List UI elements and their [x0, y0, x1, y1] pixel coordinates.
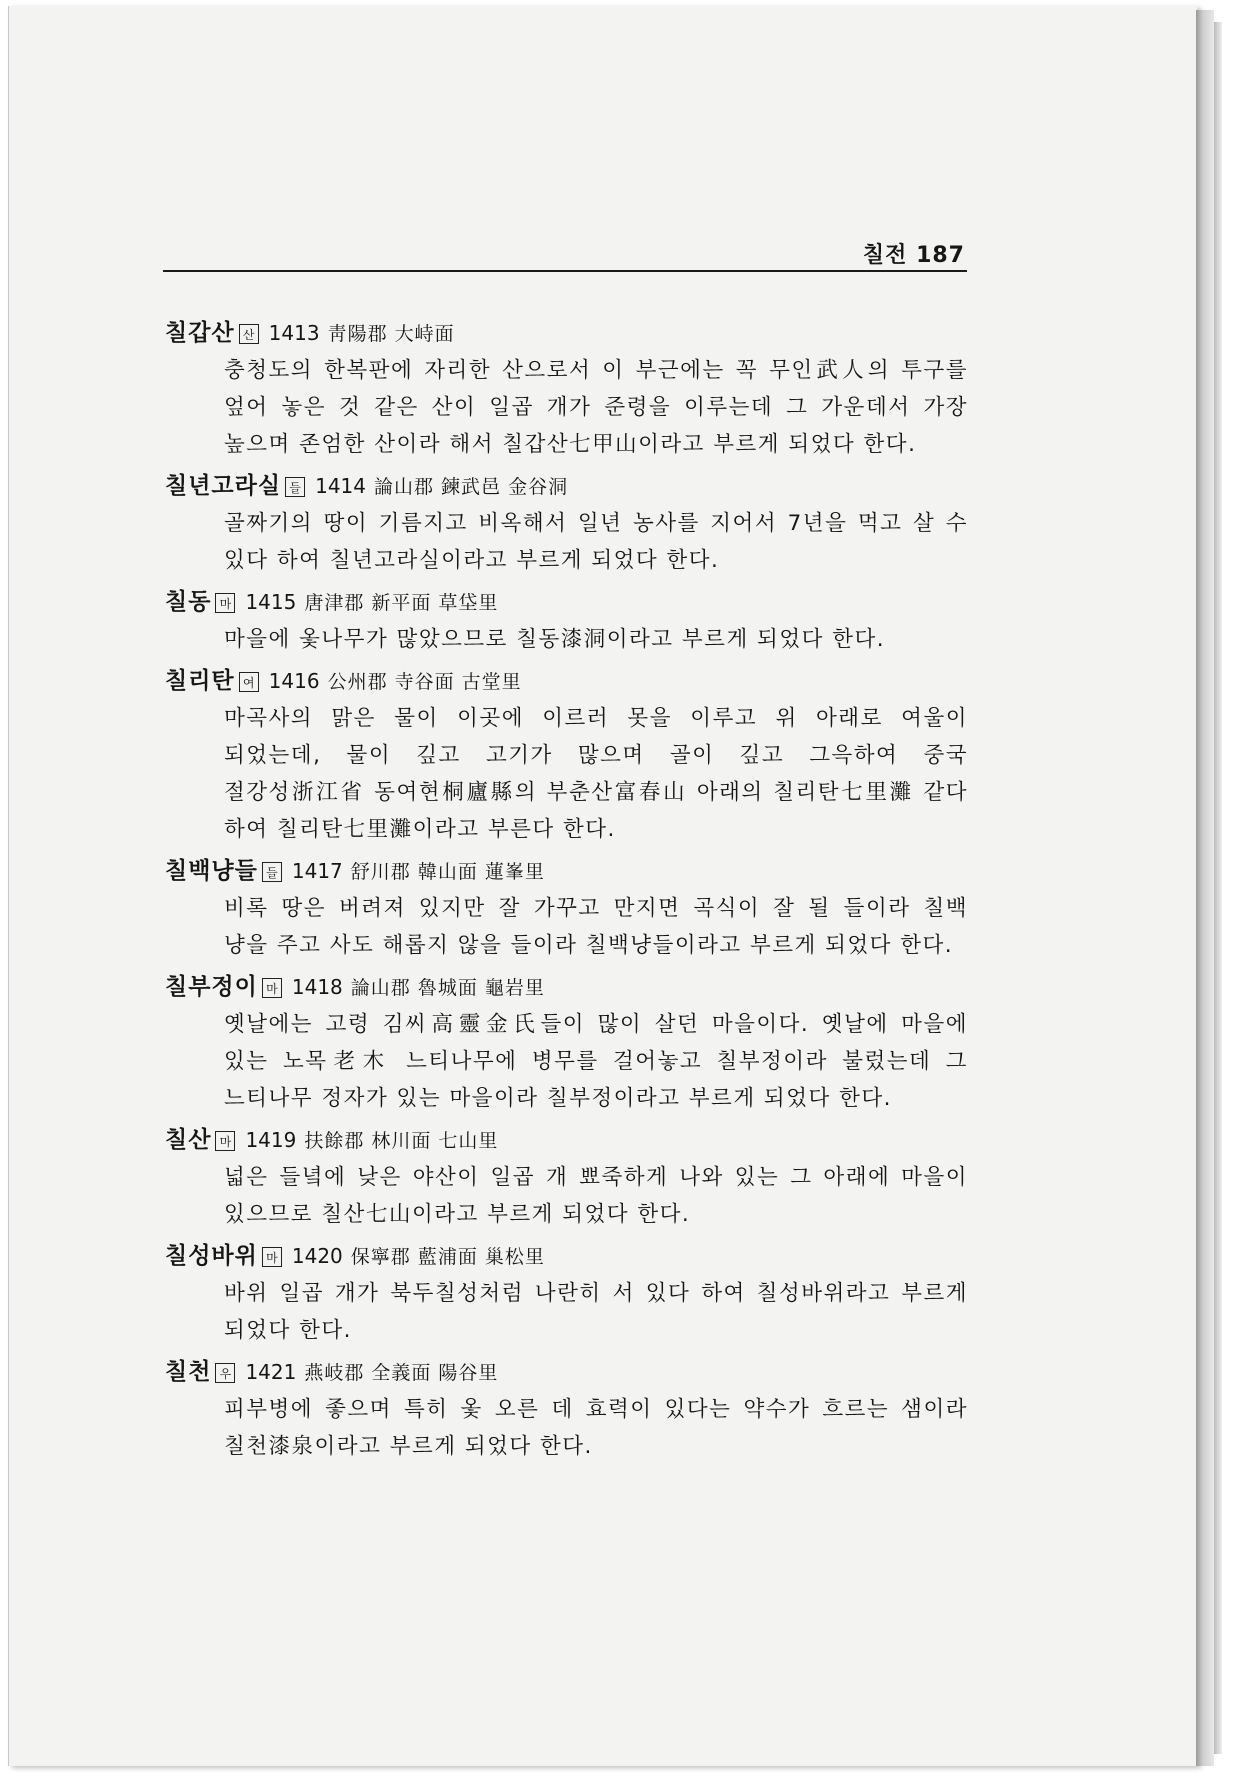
entry-term: 칠백냥들	[165, 858, 258, 884]
entry-chilseongbawi	[165, 1237, 973, 1349]
entry-number: 1421	[245, 1360, 297, 1384]
entry-term: 칠부정이	[165, 974, 258, 1000]
entry-number: 1415	[245, 590, 297, 614]
dictionary-entries	[165, 314, 973, 1469]
entry-headline	[165, 1121, 973, 1159]
category-mark: 마	[215, 1131, 235, 1151]
entry-headline	[165, 1237, 973, 1275]
entry-term: 칠성바위	[165, 1243, 258, 1269]
entry-chilgapsan	[165, 314, 973, 463]
category-mark: 마	[262, 978, 282, 998]
entry-headline	[165, 852, 973, 890]
entry-location: 燕岐郡 全義面 陽谷里	[304, 1362, 499, 1384]
entry-headline	[165, 662, 973, 700]
entry-location: 公州郡 寺谷面 古堂里	[327, 671, 522, 693]
page-edge-highlight	[1214, 22, 1222, 1754]
category-mark: 산	[239, 324, 259, 344]
entry-chillitan	[165, 662, 973, 848]
entry-chilcheon	[165, 1353, 973, 1465]
entry-text: 비록 땅은 버려져 있지만 잘 가꾸고 만지면 곡식이 잘 될 들이라 칠백 냥을 주고 사도 해롭지 않을 들이라 칠백냥들이라고 부르게 되었다 한다.	[224, 896, 968, 958]
entry-text: 골짜기의 땅이 기름지고 비옥해서 일년 농사를 지어서 7년을 먹고 살 수 있다 하여 칠년고라실이라고 부르게 되었다 한다.	[224, 511, 968, 573]
category-mark: 우	[215, 1363, 235, 1383]
entry-text: 넓은 들녘에 낮은 야산이 일곱 개 뾰죽하게 나와 있는 그 아래에 마을이 있으므로 칠산七山이라고 부르게 되었다 한다.	[224, 1165, 968, 1227]
category-mark: 들	[262, 862, 282, 882]
entry-term: 칠년고라실	[165, 473, 282, 499]
entry-number: 1414	[315, 474, 366, 498]
entry-headline	[165, 467, 973, 505]
entry-chilbaengnyangdeul	[165, 852, 973, 964]
entry-location: 舒川郡 韓山面 蓮峯里	[350, 861, 545, 883]
entry-text: 바위 일곱 개가 북두칠성처럼 나란히 서 있다 하여 칠성바위라고 부르게 되었다 한다.	[224, 1281, 968, 1343]
entry-chilsan	[165, 1121, 973, 1233]
entry-text: 마을에 옻나무가 많았으므로 칠동漆洞이라고 부르게 되었다 한다.	[224, 627, 886, 652]
entry-headline	[165, 1353, 973, 1391]
entry-headline	[165, 314, 973, 352]
entry-chilbujeongi	[165, 968, 973, 1117]
entry-location: 保寧郡 藍浦面 巢松里	[350, 1246, 545, 1268]
entry-chilnyeongorasil	[165, 467, 973, 579]
entry-location: 論山郡 魯城面 龜岩里	[350, 977, 545, 999]
category-mark: 마	[262, 1247, 282, 1267]
entry-location: 唐津郡 新平面 草垈里	[304, 592, 499, 614]
entry-term: 칠천	[165, 1359, 212, 1385]
entry-text: 마곡사의 맑은 물이 이곳에 이르러 못을 이루고 위 아래로 여울이 되었는데, 물이 깊고 고기가 많으며 골이 깊고 그윽하여 중국 절강성浙江省 동여현桐廬縣의 부춘산富春山 아래의 칠리탄七里灘 같다 하여 칠리탄七里灘이라고 부른다 한다.	[224, 706, 968, 842]
entry-childong	[165, 583, 973, 658]
entry-headline	[165, 968, 973, 1006]
entry-term: 칠리탄	[165, 668, 235, 694]
entry-text: 충청도의 한복판에 자리한 산으로서 이 부근에는 꼭 무인武人의 투구를 엎어 놓은 것 같은 산이 일곱 개가 준령을 이루는데 그 가운데서 가장 높으며 존엄한 산이라 해서 칠갑산七甲山이라고 부르게 되었다 한다.	[224, 358, 968, 457]
entry-number: 1419	[245, 1128, 297, 1152]
entry-location: 論山郡 鍊武邑 金谷洞	[374, 476, 569, 498]
entry-term: 칠동	[165, 589, 212, 615]
category-mark: 여	[239, 672, 259, 692]
category-mark: 마	[215, 593, 235, 613]
entry-location: 扶餘郡 林川面 七山里	[304, 1130, 499, 1152]
entry-number: 1416	[268, 669, 320, 693]
entry-term: 칠산	[165, 1127, 212, 1153]
entry-number: 1413	[268, 321, 320, 345]
entry-headline	[165, 583, 973, 621]
entry-location: 靑陽郡 大峙面	[327, 323, 455, 345]
entry-term: 칠갑산	[165, 320, 235, 346]
page-edge-shadow	[1196, 10, 1214, 1766]
entry-number: 1420	[291, 1244, 343, 1268]
running-head: 칠전 187	[862, 243, 965, 268]
category-mark: 들	[285, 477, 305, 497]
header-rule	[163, 270, 967, 272]
entry-text: 옛날에는 고령 김씨高靈金氏들이 많이 살던 마을이다. 옛날에 마을에 있는 노목老木 느티나무에 병무를 걸어놓고 칠부정이라 불렀는데 그 느티나무 정자가 있는 마을이라 칠부정이라고 부르게 되었다 한다.	[224, 1012, 968, 1111]
entry-text: 피부병에 좋으며 특히 옻 오른 데 효력이 있다는 약수가 흐르는 샘이라 칠천漆泉이라고 부르게 되었다 한다.	[224, 1397, 968, 1459]
entry-number: 1417	[291, 859, 343, 883]
entry-number: 1418	[291, 975, 343, 999]
